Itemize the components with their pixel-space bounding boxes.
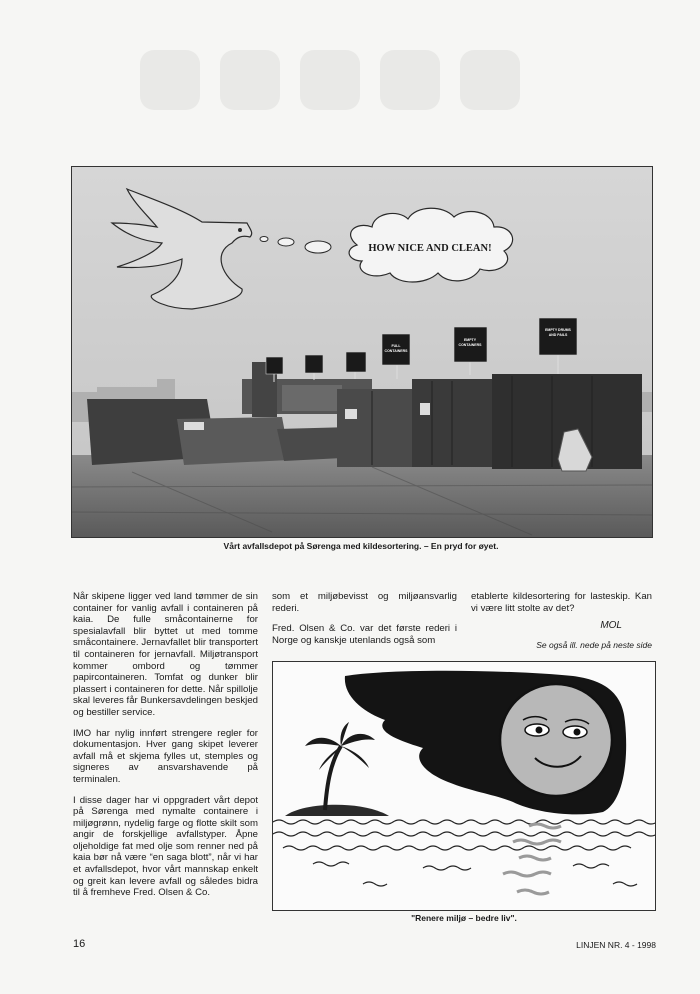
sign-line: CONTAINERS bbox=[458, 343, 482, 347]
sign-line: CONTAINERS bbox=[384, 349, 408, 353]
smiling-sun bbox=[500, 684, 612, 796]
sign-empty-drums bbox=[539, 318, 577, 355]
paragraph: etablerte kildesortering for lasteskip. Kan vi være litt stolte av det? bbox=[471, 591, 652, 614]
show-through-artifact bbox=[140, 40, 560, 130]
cartoon-caption: "Renere miljø – bedre liv". bbox=[411, 913, 517, 923]
sign-line: EMPTY DRUMS bbox=[545, 328, 571, 332]
sun-sea-cartoon bbox=[272, 661, 656, 911]
waste-depot-photo bbox=[71, 166, 653, 538]
paragraph: IMO har nylig innført strengere regler for dokumentasjon. Hver gang skipet leverer avfall må et skjema fylles ut, stemples og signeres av ansvarshavende på terminalen. bbox=[73, 727, 258, 785]
thought-bubble-text: HOW NICE AND CLEAN! bbox=[368, 243, 492, 254]
page-number: 16 bbox=[73, 938, 86, 950]
sign-line: AND PAILS bbox=[548, 333, 568, 337]
paragraph: Når skipene ligger ved land tømmer de sin container for vanlig avfall i containeren på kaia. De fulle småcontainerne for spesialavfall blir byttet ut med tomme småcontainere. Jernavfallet blir transportert til containeren for jernavfall. Miljøtransport kommer ombord og tømmer papircontaineren. Tomfat og dunker blir plassert i containeren for dette. Når spillolje skal leveres får Bunkersavdelingen beskjed og bestiller service. bbox=[73, 591, 258, 718]
paragraph: som et miljøbevisst og miljøansvarlig rederi. bbox=[272, 591, 457, 614]
article-column-2 bbox=[272, 591, 457, 655]
sign-line: FULL bbox=[391, 344, 401, 348]
see-also-note: Se også ill. nede på neste side bbox=[536, 639, 652, 650]
magazine-issue: LINJEN NR. 4 - 1998 bbox=[576, 940, 656, 950]
paragraph: I disse dager har vi oppgradert vårt depot på Sørenga med nymalte containere i miljøgrønn, nydelig farge og flotte skilt som angir de forskjellige avfallstyper. Åpne oljeholdige fat med olje som renner ned på kaia bør nå være “en saga blott”, når vi har et avfallsdepot, hvor vårt mannskap enkelt og greit kan levere avfall og således bidra til å fremheve Fred. Olsen & Co. bbox=[73, 794, 258, 899]
photo-caption: Vårt avfallsdepot på Sørenga med kildesortering. – En pryd for øyet. bbox=[223, 541, 499, 551]
palm-island bbox=[285, 722, 389, 816]
article-column-3 bbox=[471, 591, 652, 651]
article-column-1 bbox=[73, 591, 258, 908]
sign-line: EMPTY bbox=[463, 338, 477, 342]
sign-full-containers bbox=[382, 334, 410, 365]
paragraph: Fred. Olsen & Co. var det første rederi i Norge og kanskje utenlands også som bbox=[272, 623, 457, 646]
author-signature: MOL bbox=[600, 620, 622, 632]
sign-empty-containers bbox=[454, 327, 487, 362]
